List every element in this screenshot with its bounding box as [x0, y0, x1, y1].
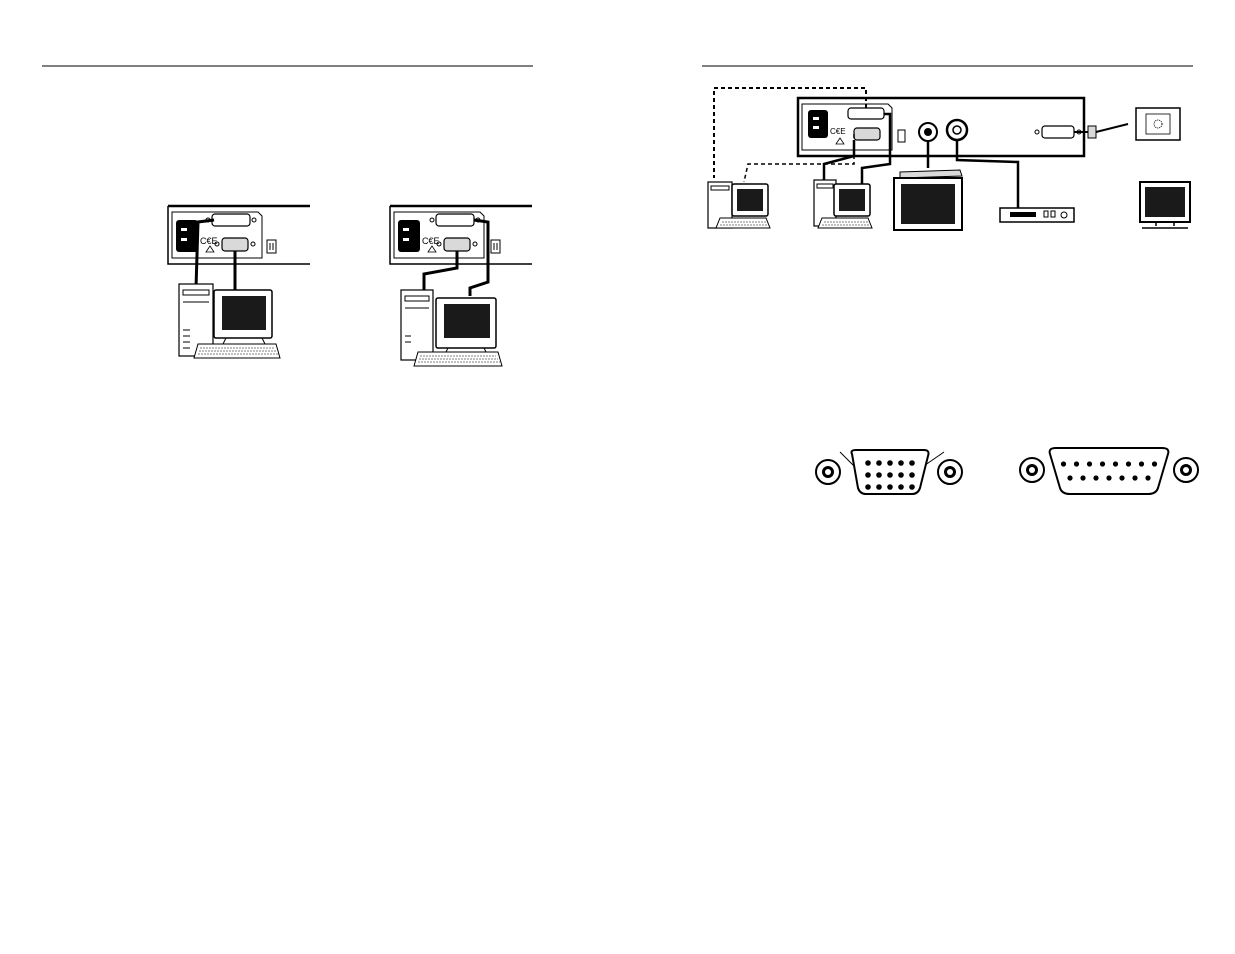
hd15-left-screw: [816, 460, 840, 484]
connector-pin: [1093, 475, 1098, 480]
hd15-connector-diagram: [816, 450, 962, 494]
system-power-inlet: [808, 110, 828, 138]
composite-port: [947, 120, 967, 140]
system-vga-port: [854, 128, 880, 140]
connector-pin: [1074, 461, 1079, 466]
connector-pin: [898, 472, 904, 478]
left-page-artwork: [0, 0, 617, 954]
connector-pin: [1067, 475, 1072, 480]
connector-pin: [1113, 461, 1118, 466]
right-page: [618, 0, 1235, 954]
power-inlet-b: [398, 220, 420, 252]
connector-pin: [898, 460, 904, 466]
connector-pin: [898, 484, 904, 490]
monitor-a: [214, 290, 272, 346]
left-page: [0, 0, 617, 954]
connector-pin: [1080, 475, 1085, 480]
switch-b: [491, 240, 500, 253]
control-panel: [1136, 108, 1180, 140]
cable-serial-2: [1096, 124, 1128, 132]
connector-pin: [1152, 461, 1157, 466]
connector-pin: [1132, 475, 1137, 480]
computer-2: [814, 180, 872, 228]
system-ce-mark: C€E: [830, 127, 846, 136]
monitor-b: [436, 298, 496, 356]
connector-pin: [876, 460, 882, 466]
keyboard-b: [414, 352, 502, 366]
svideo-port: [919, 123, 937, 141]
db15-connector-diagram: [1020, 448, 1198, 494]
db15-left-screw: [1020, 458, 1044, 482]
connector-pin: [1100, 461, 1105, 466]
connector-pin: [909, 484, 915, 490]
connector-pin: [1061, 461, 1066, 466]
connector-pin: [887, 460, 893, 466]
rear-panel-a: [168, 206, 310, 358]
connector-pin: [1106, 475, 1111, 480]
serial-plug: [1088, 126, 1096, 138]
system-switch: [898, 130, 905, 142]
right-page-artwork: [618, 0, 1235, 954]
television: [894, 170, 962, 230]
rear-panel-b: [390, 206, 532, 366]
connector-pin: [865, 460, 871, 466]
connector-pin: [909, 460, 915, 466]
db15-shell: [1050, 448, 1169, 494]
db15-right-screw: [1174, 458, 1198, 482]
computer-tower-b: [401, 290, 433, 360]
hd15-right-screw: [938, 460, 962, 484]
ce-mark-a: C€E: [200, 236, 218, 246]
db15-port-b: [430, 214, 480, 226]
connector-pin: [1139, 461, 1144, 466]
connector-pin: [1126, 461, 1131, 466]
system-db15-port: [848, 108, 884, 119]
keyboard-a: [194, 344, 280, 358]
connector-pin: [1087, 461, 1092, 466]
power-inlet-a: [176, 220, 198, 252]
computer-1: [708, 182, 770, 228]
connector-pin: [887, 472, 893, 478]
vcr: [1000, 208, 1074, 222]
connector-pin: [865, 472, 871, 478]
system-rear-panel: [798, 98, 1084, 156]
connector-pin: [876, 484, 882, 490]
switch-a: [267, 240, 276, 253]
connector-pin: [865, 484, 871, 490]
connector-pin: [1119, 475, 1124, 480]
connector-pin: [1145, 475, 1150, 480]
connector-pin: [909, 472, 915, 478]
vga-port-b: [437, 238, 477, 251]
flat-monitor: [1140, 182, 1190, 228]
connector-pin: [876, 472, 882, 478]
vga-port-a: [215, 238, 255, 251]
connector-pin: [887, 484, 893, 490]
ce-mark-b: C€E: [422, 236, 440, 246]
